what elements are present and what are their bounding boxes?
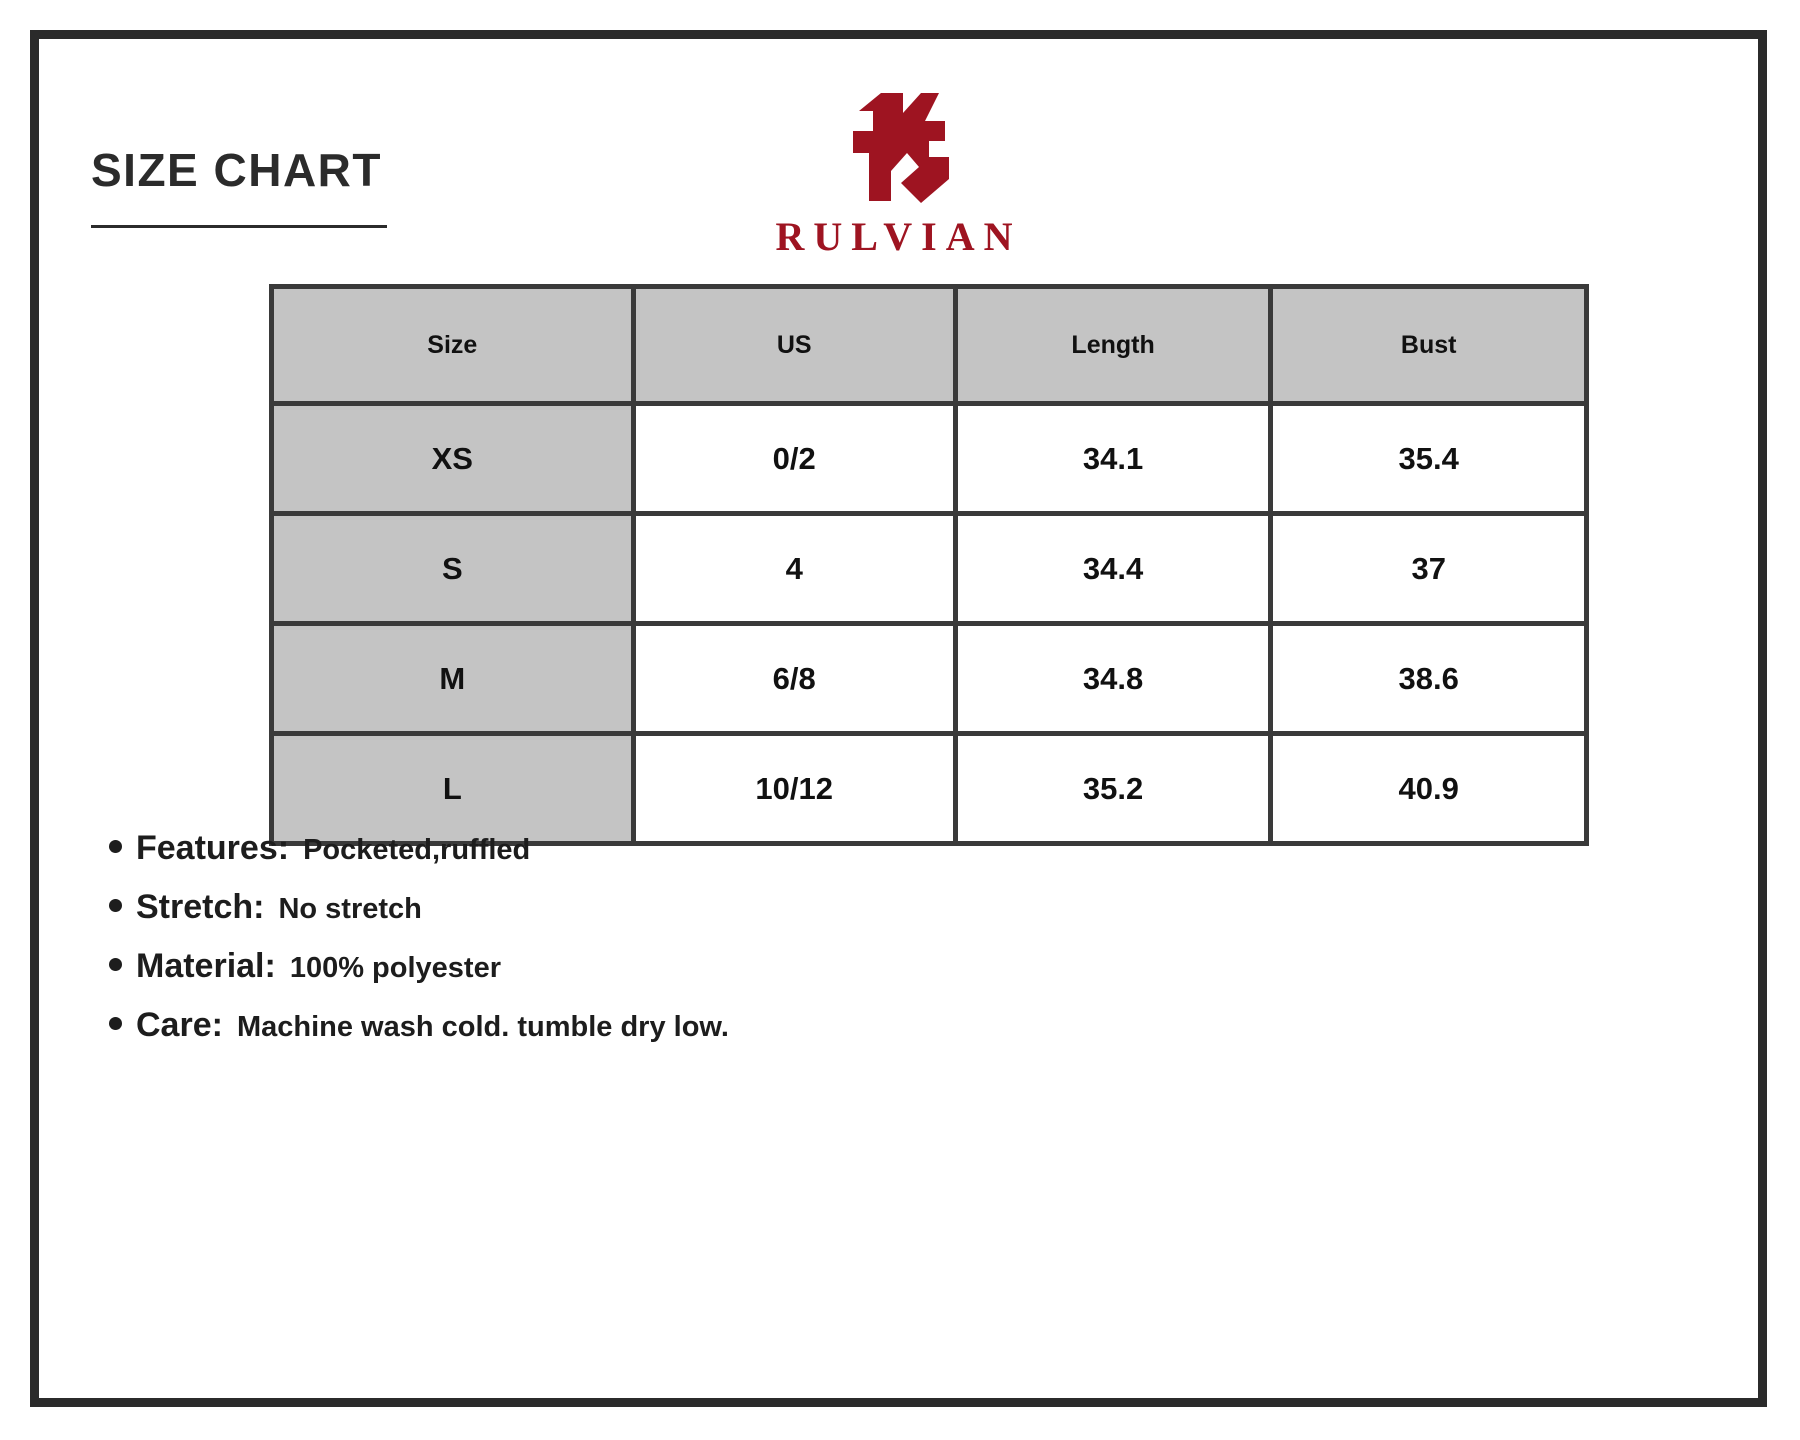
- table-row: [272, 404, 1587, 514]
- cell-us: 4: [633, 514, 955, 624]
- cell-us: 0/2: [633, 404, 955, 514]
- detail-value: 100% polyester: [289, 952, 501, 984]
- detail-label: Care:: [136, 1006, 223, 1044]
- list-item: [109, 829, 1409, 868]
- cell-size: S: [272, 514, 634, 624]
- bullet-icon: [109, 958, 122, 971]
- page-content: [39, 39, 1758, 1398]
- cell-us: 10/12: [633, 734, 955, 844]
- detail-label: Stretch:: [136, 888, 265, 926]
- table-row: [272, 734, 1587, 844]
- column-header-bust: Bust: [1271, 287, 1587, 404]
- bullet-icon: [109, 1017, 122, 1030]
- list-item: [109, 888, 1409, 927]
- table-row: [272, 514, 1587, 624]
- page-title: SIZE CHART: [91, 144, 382, 196]
- title-underline-divider: [91, 225, 387, 228]
- list-item: [109, 1006, 1409, 1045]
- table-header-row: [272, 287, 1587, 404]
- cell-length: 34.4: [955, 514, 1271, 624]
- column-header-size: Size: [272, 287, 634, 404]
- cell-bust: 40.9: [1271, 734, 1587, 844]
- detail-label: Features:: [136, 829, 290, 867]
- cell-bust: 35.4: [1271, 404, 1587, 514]
- table-row: [272, 624, 1587, 734]
- size-table-wrapper: [269, 284, 1589, 846]
- detail-value: Pocketed,ruffled: [303, 834, 531, 866]
- detail-value: No stretch: [278, 893, 422, 925]
- cell-size: M: [272, 624, 634, 734]
- list-item: [109, 947, 1409, 986]
- bullet-icon: [109, 899, 122, 912]
- detail-value: Machine wash cold. tumble dry low.: [236, 1011, 729, 1043]
- cell-length: 34.8: [955, 624, 1271, 734]
- detail-label: Material:: [136, 947, 276, 985]
- cell-size: L: [272, 734, 634, 844]
- column-header-length: Length: [955, 287, 1271, 404]
- cell-length: 34.1: [955, 404, 1271, 514]
- cell-size: XS: [272, 404, 634, 514]
- cell-length: 35.2: [955, 734, 1271, 844]
- rulvian-r-monogram-icon: [829, 87, 969, 207]
- page-border-frame: [30, 30, 1767, 1407]
- cell-bust: 38.6: [1271, 624, 1587, 734]
- product-details-list: [109, 829, 1409, 1065]
- bullet-icon: [109, 840, 122, 853]
- cell-us: 6/8: [633, 624, 955, 734]
- size-table: [269, 284, 1589, 846]
- column-header-us: US: [633, 287, 955, 404]
- cell-bust: 37: [1271, 514, 1587, 624]
- brand-name: RULVIAN: [775, 214, 1022, 259]
- page-title-block: [91, 144, 511, 228]
